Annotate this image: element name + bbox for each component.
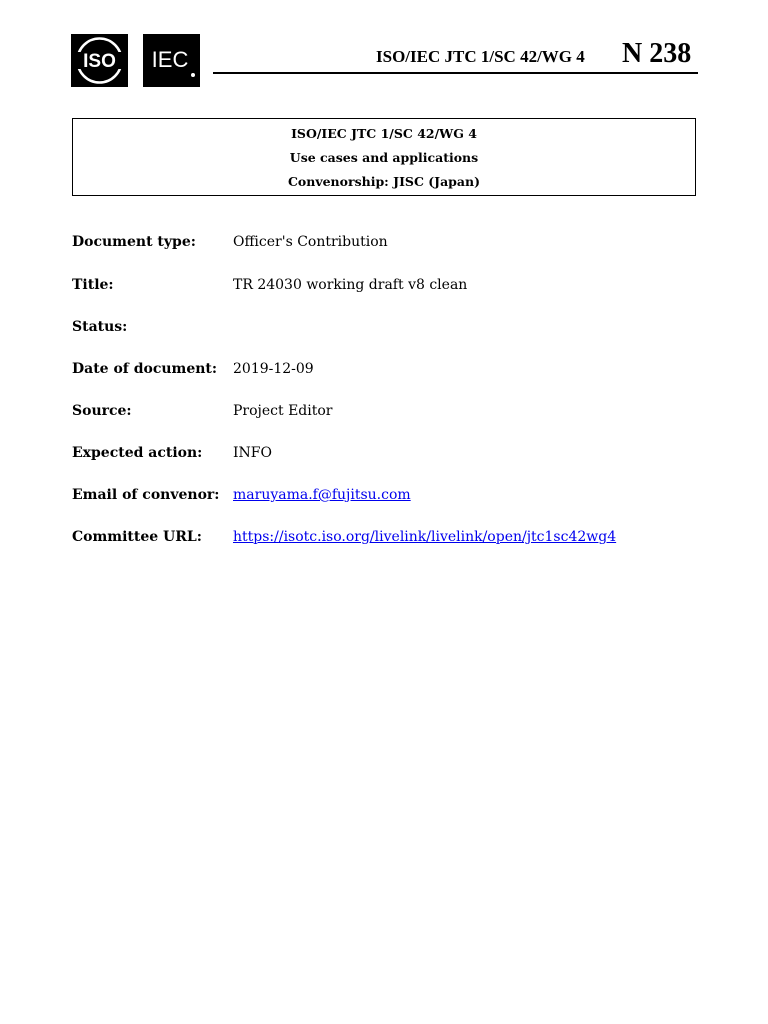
- committee-info-box: [72, 118, 696, 196]
- date-label: Date of document:: [72, 361, 218, 377]
- iec-logo-text: IEC: [151, 47, 189, 72]
- committee-designation: ISO/IEC JTC 1/SC 42/WG 4: [376, 47, 585, 66]
- date-value: 2019-12-09: [233, 361, 314, 377]
- email-label: Email of convenor:: [72, 487, 220, 503]
- email-link[interactable]: maruyama.f@fujitsu.com: [233, 487, 411, 503]
- iso-logo: [71, 34, 128, 87]
- header-rule: [213, 72, 698, 74]
- source-value: Project Editor: [233, 403, 333, 419]
- box-working-group-title: Use cases and applications: [289, 150, 479, 165]
- document-number: N 238: [622, 38, 692, 69]
- committee-url-link[interactable]: https://isotc.iso.org/livelink/livelink/open/jtc1sc42wg4: [233, 529, 617, 545]
- document-type-label: Document type:: [72, 234, 196, 250]
- source-label: Source:: [72, 403, 132, 419]
- status-label: Status:: [72, 319, 128, 335]
- box-convenorship: Convenorship: JISC (Japan): [287, 174, 481, 189]
- expected-action-label: Expected action:: [72, 445, 203, 461]
- document-type-value: Officer's Contribution: [233, 234, 388, 250]
- committee-url-label: Committee URL:: [72, 529, 202, 545]
- iso-logo-text: ISO: [83, 51, 116, 72]
- title-label: Title:: [72, 277, 114, 293]
- expected-action-value: INFO: [233, 445, 272, 461]
- box-committee: ISO/IEC JTC 1/SC 42/WG 4: [291, 126, 477, 141]
- title-value: TR 24030 working draft v8 clean: [233, 277, 468, 293]
- iec-logo: [143, 34, 200, 87]
